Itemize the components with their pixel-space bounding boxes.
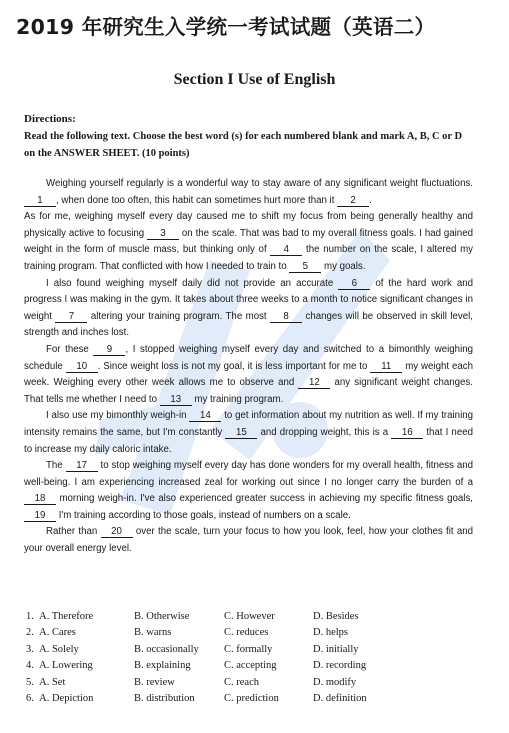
blank-10: 10 bbox=[66, 361, 98, 373]
blank-19: 19 bbox=[24, 510, 56, 522]
option-d: D. helps bbox=[313, 627, 348, 639]
blank-7: 7 bbox=[55, 311, 87, 323]
cloze-passage bbox=[24, 176, 473, 558]
passage-text: For these bbox=[46, 343, 89, 355]
option-b: B. warns bbox=[134, 627, 172, 639]
blank-16: 16 bbox=[391, 427, 423, 439]
passage-text: changes will be observed in skill level, strength and inches lost. bbox=[24, 310, 473, 339]
option-a: 5. A. Set bbox=[26, 676, 66, 688]
question-row-5 bbox=[26, 677, 486, 693]
question-number: 6. bbox=[26, 692, 34, 704]
option-b: B. Otherwise bbox=[134, 611, 190, 622]
option-a: 6. A. Depiction bbox=[26, 692, 94, 704]
option-d: D. definition bbox=[313, 692, 367, 704]
passage-text: my goals. bbox=[324, 260, 366, 272]
passage-text: Weighing yourself regularly is a wonderful way to stay aware of any significant weight fluctuations. bbox=[46, 178, 473, 189]
option-b: B. distribution bbox=[134, 692, 195, 704]
option-b: B. review bbox=[134, 676, 175, 688]
paragraph-2 bbox=[24, 209, 473, 275]
directions-label: Directions: bbox=[24, 113, 76, 125]
question-row-4 bbox=[26, 660, 486, 676]
option-a: 1. A. Therefore bbox=[26, 611, 94, 622]
passage-text: on the scale. That was bad to my overall fitness goals. I had gained weight in the form of muscle mass, but thinking only of bbox=[24, 227, 473, 256]
passage-text: I'm training according to those goals, instead of numbers on a scale. bbox=[58, 509, 351, 521]
passage-text: the number on the scale, I altered my training program. That conflicted with how I needed to train to bbox=[24, 244, 473, 272]
passage-text: my training program. bbox=[194, 393, 284, 405]
blank-11: 11 bbox=[370, 361, 402, 373]
option-c: C. However bbox=[224, 611, 275, 622]
passage-text: I also found weighing myself daily did not provide an accurate bbox=[46, 277, 334, 289]
paragraph-1 bbox=[24, 176, 473, 209]
blank-1: 1 bbox=[24, 195, 56, 207]
passage-text: morning weigh-in. I've also experienced greater success in achieving my specific fitness goals, bbox=[59, 493, 473, 505]
answer-options bbox=[26, 611, 486, 709]
passage-text: my weight each week. Weighing every other week allows me to observe and bbox=[24, 360, 473, 389]
passage-text: , when done too often, this habit can sometimes hurt more than it bbox=[56, 194, 335, 206]
passage-text: to stop weighing myself every day has done wonders for my overall health, fitness and well-being. I am experiencing increased zeal for working out since I no longer carry the burden of a bbox=[24, 460, 473, 488]
question-number: 3. bbox=[26, 643, 34, 655]
paragraph-5 bbox=[24, 408, 473, 458]
question-row-1 bbox=[26, 611, 486, 627]
question-row-6 bbox=[26, 693, 486, 709]
option-d: D. recording bbox=[313, 660, 367, 672]
option-b: B. explaining bbox=[134, 660, 191, 672]
passage-text: . bbox=[369, 194, 372, 206]
blank-3: 3 bbox=[147, 228, 179, 240]
passage-text: to get information about my nutrition as well. If my training intensity remains the same, but I'm constantly bbox=[24, 410, 473, 438]
option-a: 4. A. Lowering bbox=[26, 660, 93, 672]
passage-text: any significant weight changes. That tells me whether I need to bbox=[24, 377, 473, 405]
option-a: 2. A. Cares bbox=[26, 627, 76, 639]
option-a: 3. A. Solely bbox=[26, 643, 79, 655]
passage-text: and dropping weight, this is a bbox=[260, 426, 389, 438]
option-c: C. reduces bbox=[224, 627, 269, 639]
blank-5: 5 bbox=[289, 261, 321, 273]
exam-title: 2019 年研究生入学统一考试试题（英语二） bbox=[16, 15, 436, 39]
blank-4: 4 bbox=[270, 244, 302, 256]
paragraph-7 bbox=[24, 524, 473, 557]
question-number: 2. bbox=[26, 627, 34, 639]
passage-text: Rather than bbox=[46, 526, 98, 538]
paragraph-3 bbox=[24, 276, 473, 342]
blank-15: 15 bbox=[225, 427, 257, 439]
blank-6: 6 bbox=[338, 278, 370, 290]
question-number: 1. bbox=[26, 611, 34, 622]
option-c: C. formally bbox=[224, 643, 273, 655]
blank-18: 18 bbox=[24, 493, 56, 505]
passage-text: altering your training program. The most bbox=[90, 310, 267, 322]
question-number: 5. bbox=[26, 676, 34, 688]
blank-13: 13 bbox=[160, 394, 192, 406]
option-c: C. prediction bbox=[224, 692, 279, 704]
blank-12: 12 bbox=[298, 377, 330, 389]
passage-text: , I stopped weighing myself every day and switched to a bimonthly weighing schedule bbox=[24, 343, 473, 372]
blank-14: 14 bbox=[189, 410, 221, 422]
paragraph-4 bbox=[24, 342, 473, 408]
option-d: D. modify bbox=[313, 676, 357, 688]
blank-20: 20 bbox=[101, 526, 133, 538]
option-c: C. accepting bbox=[224, 660, 277, 672]
paragraph-6 bbox=[24, 458, 473, 524]
blank-8: 8 bbox=[270, 311, 302, 323]
passage-text: over the scale, turn your focus to how you look, feel, how your clothes fit and your overall energy level. bbox=[24, 526, 474, 555]
option-d: D. Besides bbox=[313, 611, 359, 622]
passage-text: As for me, weighing myself every day caused me to shift my focus from being generally healthy and physically active to focusing bbox=[24, 211, 473, 239]
passage-text: of the hard work and progress I was making in the gym. It takes about three weeks to a month to notice significant changes in weight bbox=[24, 277, 473, 322]
question-row-2 bbox=[26, 627, 486, 643]
passage-text: The bbox=[46, 460, 63, 472]
option-b: B. occasionally bbox=[134, 643, 199, 655]
blank-9: 9 bbox=[93, 344, 125, 356]
directions-text: Read the following text. Choose the best word (s) for each numbered blank and mark A, B, C or D on the ANSWER SHEET. (10 points) bbox=[24, 131, 463, 159]
question-number: 4. bbox=[26, 660, 34, 672]
question-row-3 bbox=[26, 644, 486, 660]
option-d: D. initially bbox=[313, 643, 359, 655]
passage-text: I also use my bimonthly weigh-in bbox=[46, 410, 187, 422]
option-c: C. reach bbox=[224, 676, 259, 688]
passage-text: that I need to increase my daily caloric intake. bbox=[24, 426, 473, 455]
section-heading: Section I Use of English bbox=[173, 71, 336, 88]
blank-2: 2 bbox=[337, 195, 369, 207]
blank-17: 17 bbox=[66, 460, 98, 472]
passage-text: . Since weight loss is not my goal, it is less important for me to bbox=[97, 360, 368, 372]
